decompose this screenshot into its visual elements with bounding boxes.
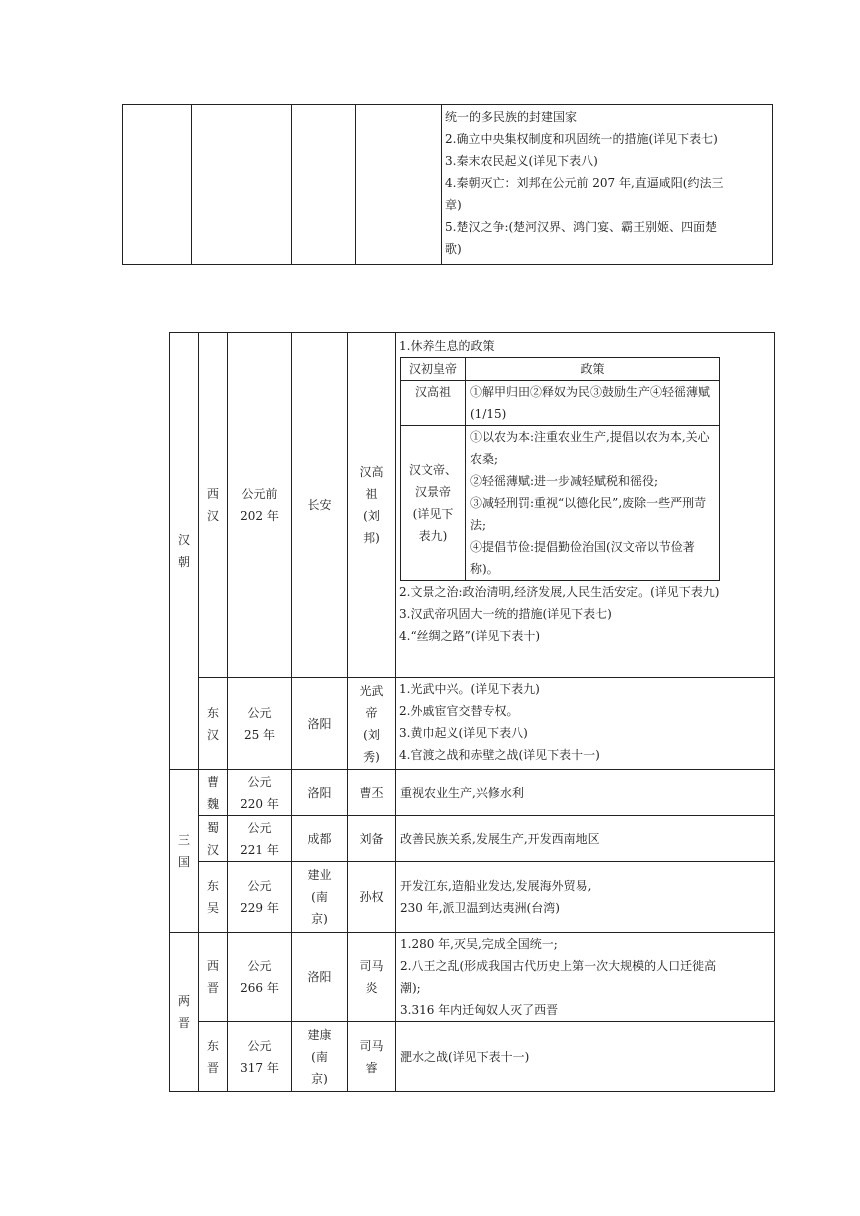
founder: 光武帝(刘秀)	[348, 678, 396, 770]
row1-emperor: 汉高祖	[401, 381, 466, 426]
policy-line: ④提倡节俭:提倡勤俭治国(汉文帝以节俭著称)。	[470, 540, 695, 576]
capital: 长安	[292, 333, 348, 678]
row-content	[396, 1022, 775, 1092]
content-line: 重视农业生产,兴修水利	[400, 785, 524, 800]
content-line: 歌)	[445, 242, 462, 256]
top-table	[122, 104, 773, 265]
empty-cell	[123, 105, 192, 265]
founding-year: 公元前 202 年	[228, 333, 292, 678]
content-line: 3.秦末农民起义(详见下表八)	[445, 154, 598, 168]
row2-emperor: 汉文帝、汉景帝(详见下表九)	[401, 426, 466, 581]
policy-line: ②轻徭薄赋:进一步减轻赋税和徭役;	[470, 474, 659, 488]
row-content	[396, 933, 775, 1022]
content-line: 1.280 年,灭吴,完成全国统一;	[400, 937, 558, 951]
header-emperor: 汉初皇帝	[401, 358, 466, 381]
capital: 洛阳	[292, 933, 348, 1022]
content-line: 3.汉武帝巩固大一统的措施(详见下表七)	[399, 607, 612, 621]
dynasty-liangjin: 两晋	[170, 933, 199, 1092]
founding-year: 公元 317 年	[228, 1022, 292, 1092]
header-policy: 政策	[466, 358, 720, 381]
content-line: 2.外戚宦官交替专权。	[399, 704, 519, 718]
content-line: 2.确立中央集权制度和巩固统一的措施(详见下表七)	[445, 132, 718, 146]
content-line: 章)	[445, 198, 462, 212]
capital: 洛阳	[292, 678, 348, 770]
content-line: 5.楚汉之争:(楚河汉界、鸿门宴、霸王别姬、四面楚	[445, 220, 718, 234]
xihan-contents	[396, 333, 775, 678]
period-name: 蜀汉	[199, 816, 228, 862]
donghan-contents	[396, 678, 775, 770]
period-name: 东汉	[199, 678, 228, 770]
founding-year: 公元 25 年	[228, 678, 292, 770]
content-line: 改善民族关系,发展生产,开发西南地区	[400, 831, 600, 846]
empty-cell	[192, 105, 292, 265]
founder: 曹丕	[348, 770, 396, 816]
content-line: 2.文景之治:政治清明,经济发展,人民生活安定。(详见下表九)	[399, 585, 720, 599]
content-line: 1.休养生息的政策	[399, 339, 495, 353]
dynasty-table	[169, 332, 775, 1092]
row-content	[396, 816, 775, 862]
content-line: 开发江东,造船业发达,发展海外贸易,	[400, 879, 592, 893]
content-line: 4.秦朝灭亡：刘邦在公元前 207 年,直逼咸阳(约法三	[445, 176, 724, 190]
founding-year: 公元 229 年	[228, 862, 292, 933]
content-line: 230 年,派卫温到达夷洲(台湾)	[400, 901, 560, 915]
content-line: 4.“丝绸之路”(详见下表十)	[399, 629, 541, 643]
capital: 洛阳	[292, 770, 348, 816]
founder: 刘备	[348, 816, 396, 862]
content-line: 淝水之战(详见下表十一)	[400, 1049, 530, 1064]
row-content	[396, 770, 775, 816]
row-content	[396, 862, 775, 933]
row2-policies	[466, 426, 720, 581]
content-line: 2.八王之乱(形成我国古代历史上第一次大规模的人口迁徙高	[400, 959, 717, 973]
founding-year: 公元 221 年	[228, 816, 292, 862]
founding-year: 公元 266 年	[228, 933, 292, 1022]
policy-table	[400, 357, 720, 581]
row1-policy: ①解甲归田②释奴为民③鼓励生产④轻徭薄赋(1/15)	[466, 381, 720, 426]
founder: 汉高祖(刘邦)	[348, 333, 396, 678]
founder: 司马睿	[348, 1022, 396, 1092]
content-line: 3.316 年内迁匈奴人灭了西晋	[400, 1003, 559, 1017]
period-name: 曹魏	[199, 770, 228, 816]
capital: 建业(南京)	[292, 862, 348, 933]
capital: 建康(南京)	[292, 1022, 348, 1092]
founding-year: 公元 220 年	[228, 770, 292, 816]
content-line: 统一的多民族的封建国家	[445, 110, 578, 124]
dynasty-han: 汉朝	[170, 333, 199, 770]
content-line: 4.官渡之战和赤壁之战(详见下表十一)	[399, 748, 600, 762]
period-name: 东吴	[199, 862, 228, 933]
founder: 孙权	[348, 862, 396, 933]
policy-line: ③减轻刑罚:重视“以德化民”,废除一些严刑苛法;	[470, 496, 707, 532]
content-line: 1.光武中兴。(详见下表九)	[399, 682, 540, 696]
dynasty-sanguo: 三国	[170, 770, 199, 933]
period-name: 东晋	[199, 1022, 228, 1092]
capital: 成都	[292, 816, 348, 862]
policy-line: ①以农为本:注重农业生产,提倡以农为本,关心农桑;	[470, 430, 710, 466]
content-line: 3.黄巾起义(详见下表八)	[399, 726, 528, 740]
period-name: 西晋	[199, 933, 228, 1022]
content-line: 潮);	[400, 981, 421, 995]
qin-contents	[442, 105, 773, 265]
empty-cell	[292, 105, 356, 265]
founder: 司马炎	[348, 933, 396, 1022]
empty-cell	[356, 105, 442, 265]
period-name: 西汉	[199, 333, 228, 678]
